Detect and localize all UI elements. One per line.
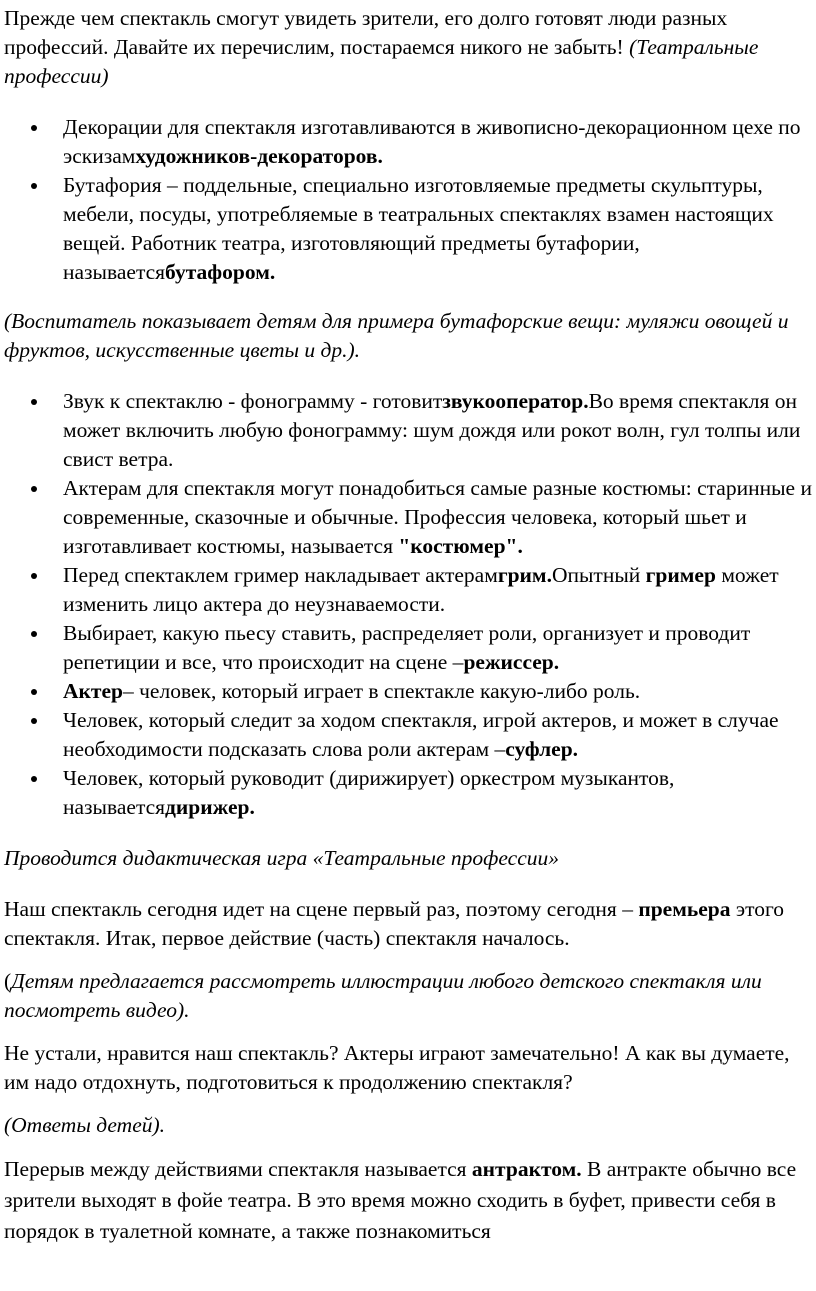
list-item-bold: грим.: [497, 563, 552, 587]
paragraph-text: этого спектакля. Итак, первое действие (часть) спектакля началось.: [4, 897, 784, 950]
paragraph-italic: Детям предлагается рассмотреть иллюстрации любого детского спектакля или посмотреть видео).: [4, 969, 762, 1022]
list-item-bold: дирижер.: [165, 795, 255, 819]
list-item-text: Декорации для спектакля изготавливаются в живописно-декорационном цехе по эскизам: [63, 115, 801, 168]
list-item-text: Бутафория – поддельные, специально изготовляемые предметы скульптуры, мебели, посуды, употребляемые в театральных спектаклях взамен настоящих вещей. Работник театра, изготовляющий предметы бутафории, называется: [63, 173, 774, 284]
list-item-text: Опытный: [551, 563, 646, 587]
premiere-paragraph: [4, 895, 816, 953]
paragraph-text: Наш спектакль сегодня идет на сцене первый раз, поэтому сегодня –: [4, 897, 639, 921]
list-item-text: Актерам для спектакля могут понадобиться самые разные костюмы: старинные и современные, сказочные и обычные. Профессия человека, который шьет и изготавливает костюмы, называется: [63, 476, 812, 558]
list-item-props: [63, 171, 816, 287]
list-item-prompter: [63, 706, 816, 764]
list-item-conductor: [63, 764, 816, 822]
paragraph-text: В антракте обычно все зрители выходят в фойе театра. В это время можно сходить в буфет, привести себя в порядок в туалетной комнате, а также познакомиться: [4, 1157, 797, 1243]
list-item-bold: Актер: [63, 679, 123, 703]
list-item-text: Человек, который руководит (дирижирует) оркестром музыкантов, называется: [63, 766, 675, 819]
list-item-bold: гример: [645, 563, 716, 587]
list-item-text: Звук к спектаклю - фонограмму - готовит: [63, 389, 443, 413]
list-item-text: Выбирает, какую пьесу ставить, распределяет роли, организует и проводит репетиции и все, что происходит на сцене –: [63, 621, 751, 674]
tired-paragraph: Не устали, нравится наш спектакль? Актеры играют замечательно! А как вы думаете, им надо отдохнуть, подготовиться к продолжению спектакля?: [4, 1041, 790, 1094]
list-item-text: Перед спектаклем гример накладывает актерам: [63, 563, 498, 587]
list-item-text: Человек, который следит за ходом спектакля, игрой актеров, и может в случае необходимости подсказать слова роли актерам –: [63, 708, 779, 761]
paragraph-text: Перерыв между действиями спектакля называется: [4, 1157, 472, 1181]
intro-italic: (Театральные профессии): [4, 35, 759, 88]
list-item-bold: художников-декораторов.: [135, 144, 383, 168]
intro-text: Прежде чем спектакль смогут увидеть зрители, его долго готовят люди разных профессий. Давайте их перечислим, постараемся никого не забыть!: [4, 6, 728, 59]
paragraph-text: (: [4, 969, 12, 993]
list-item-bold: "костюмер".: [398, 534, 523, 558]
paragraph-bold: антрактом.: [471, 1157, 582, 1181]
list-item-text: Во время спектакля он может включить любую фонограмму: шум дождя или рокот волн, гул толпы или свист ветра.: [63, 389, 801, 471]
list-item-text: – человек, который играет в спектакле какую-либо роль.: [122, 679, 641, 703]
paragraph-bold: премьера: [638, 897, 731, 921]
list-item-bold: звукооператор.: [442, 389, 589, 413]
teacher-note: (Воспитатель показывает детям для примера бутафорские вещи: муляжи овощей и фруктов, искусственные цветы и др.).: [4, 309, 789, 362]
professions-list-1: [4, 113, 816, 287]
answers-note: (Ответы детей).: [4, 1113, 166, 1137]
list-item-bold: бутафором.: [165, 260, 276, 284]
list-item-text: может изменить лицо актера до неузнаваемости.: [63, 563, 779, 616]
list-item-bold: режиссер.: [463, 650, 560, 674]
list-item-sound: [63, 387, 816, 474]
list-item-costume: [63, 474, 816, 561]
intro-paragraph: [4, 4, 816, 91]
list-item-actor: [63, 677, 816, 706]
professions-list-2: [4, 387, 816, 822]
list-item-makeup: [63, 561, 816, 619]
intermission-paragraph: [4, 1154, 816, 1247]
illustrations-note: [4, 967, 816, 1025]
game-heading: Проводится дидактическая игра «Театральные профессии»: [4, 846, 560, 870]
list-item-decorators: [63, 113, 816, 171]
list-item-bold: суфлер.: [505, 737, 579, 761]
list-item-director: [63, 619, 816, 677]
